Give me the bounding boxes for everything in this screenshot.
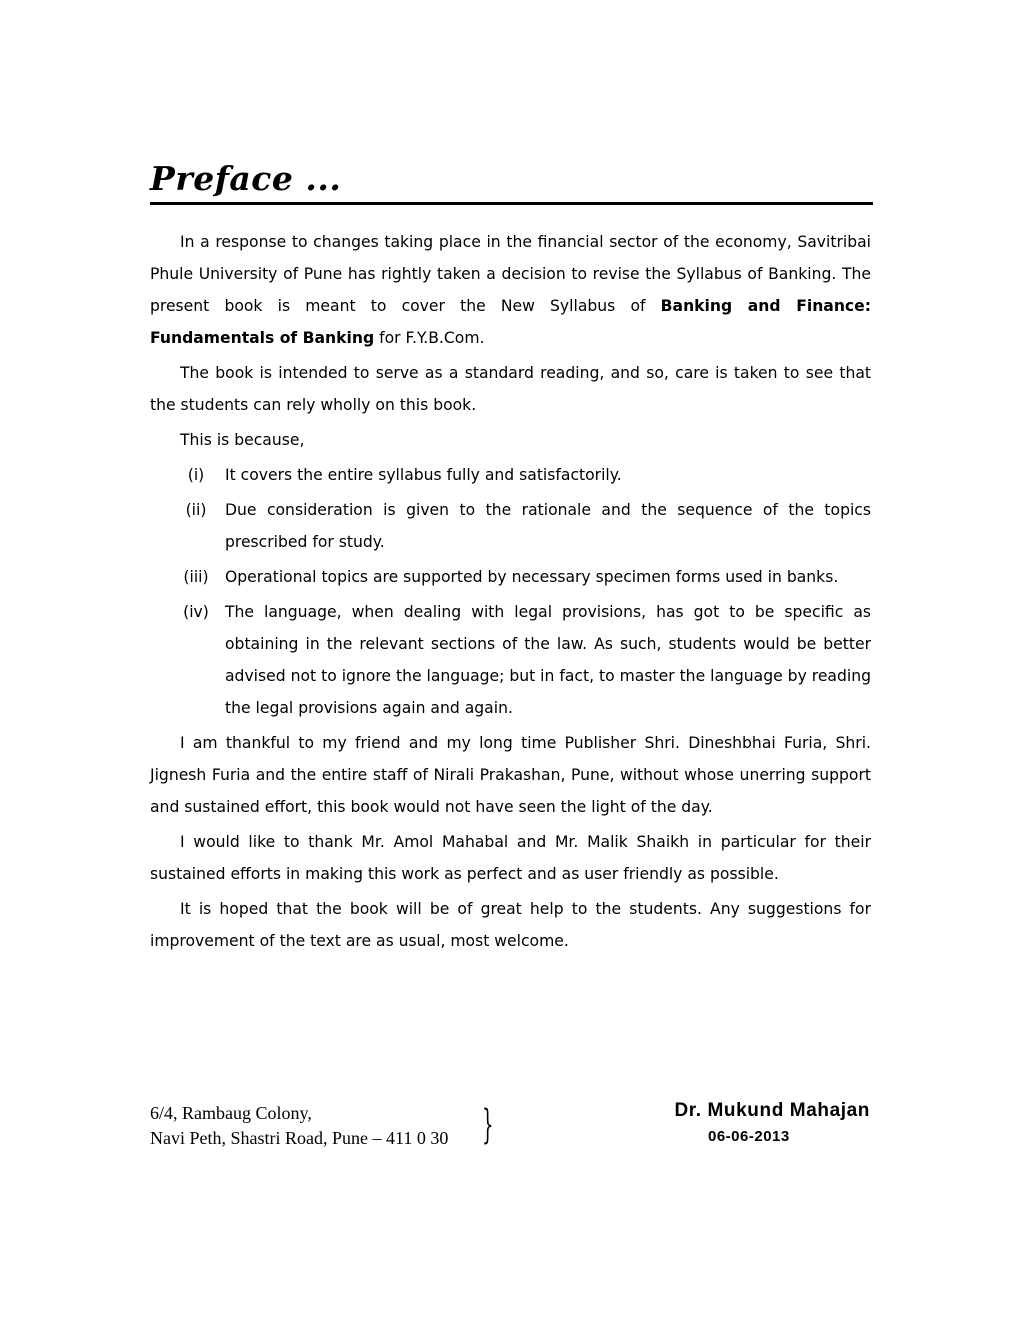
list-item-number: (i) — [187, 466, 205, 484]
paragraph-6: It is hoped that the book will be of great help to the students. Any suggestions for improvement of the text are as usual, most welcome. — [150, 900, 871, 950]
paragraph-5: I would like to thank Mr. Amol Mahabal and Mr. Malik Shaikh in particular for their sustained efforts in making this work as perfect and as user friendly as possible. — [150, 833, 871, 883]
list-item — [150, 494, 871, 558]
list-item-text: The language, when dealing with legal provisions, has got to be specific as obtaining in the relevant sections of the law. As such, students would be better advised not to ignore the language; but in fact, to master the language by reading the legal provisions again and again. — [225, 603, 871, 717]
list-item-number: (iii) — [183, 568, 209, 586]
author-name: Dr. Mukund Mahajan — [674, 1100, 870, 1121]
address-line-1: 6/4, Rambaug Colony, — [150, 1103, 312, 1123]
paragraph-1-text-a: In a response to changes taking place in the financial sector of the economy, Savitribai Phule University of Pune has rightly taken a decision to revise the Syllabus of Banking. The present book is meant to cover the New Syllabus of — [150, 233, 871, 315]
preface-heading-block — [150, 152, 873, 205]
list-item-text: Due consideration is given to the rationale and the sequence of the topics prescribed for study. — [225, 501, 871, 551]
preface-body — [150, 226, 871, 960]
right-brace-icon: } — [482, 1102, 494, 1148]
page-title: Preface ... — [150, 159, 342, 198]
list-item-text: Operational topics are supported by necessary specimen forms used in banks. — [225, 568, 839, 586]
paragraph-3: This is because, — [180, 431, 305, 449]
address-line-2: Navi Peth, Shastri Road, Pune – 411 0 30 — [150, 1128, 449, 1148]
list-item-text: It covers the entire syllabus fully and satisfactorily. — [225, 466, 622, 484]
paragraph-1-text-b: for F.Y.B.Com. — [374, 329, 485, 347]
list-item — [150, 596, 871, 724]
paragraph-1 — [150, 226, 871, 354]
signature-date: 06-06-2013 — [708, 1128, 790, 1145]
paragraph-4: I am thankful to my friend and my long time Publisher Shri. Dineshbhai Furia, Shri. Jignesh Furia and the entire staff of Nirali Prakashan, Pune, without whose unerring support and sustained effort, this book would not have seen the light of the day. — [150, 734, 871, 816]
list-item-number: (iv) — [183, 603, 209, 621]
list-item — [150, 561, 871, 593]
paragraph-2: The book is intended to serve as a standard reading, and so, care is taken to see that the students can rely wholly on this book. — [150, 364, 871, 414]
list-item-number: (ii) — [185, 501, 207, 519]
list-item — [150, 459, 871, 491]
author-address — [150, 1101, 448, 1151]
syllabus-title: Banking and Finance: Fundamentals of Banking — [150, 297, 871, 347]
